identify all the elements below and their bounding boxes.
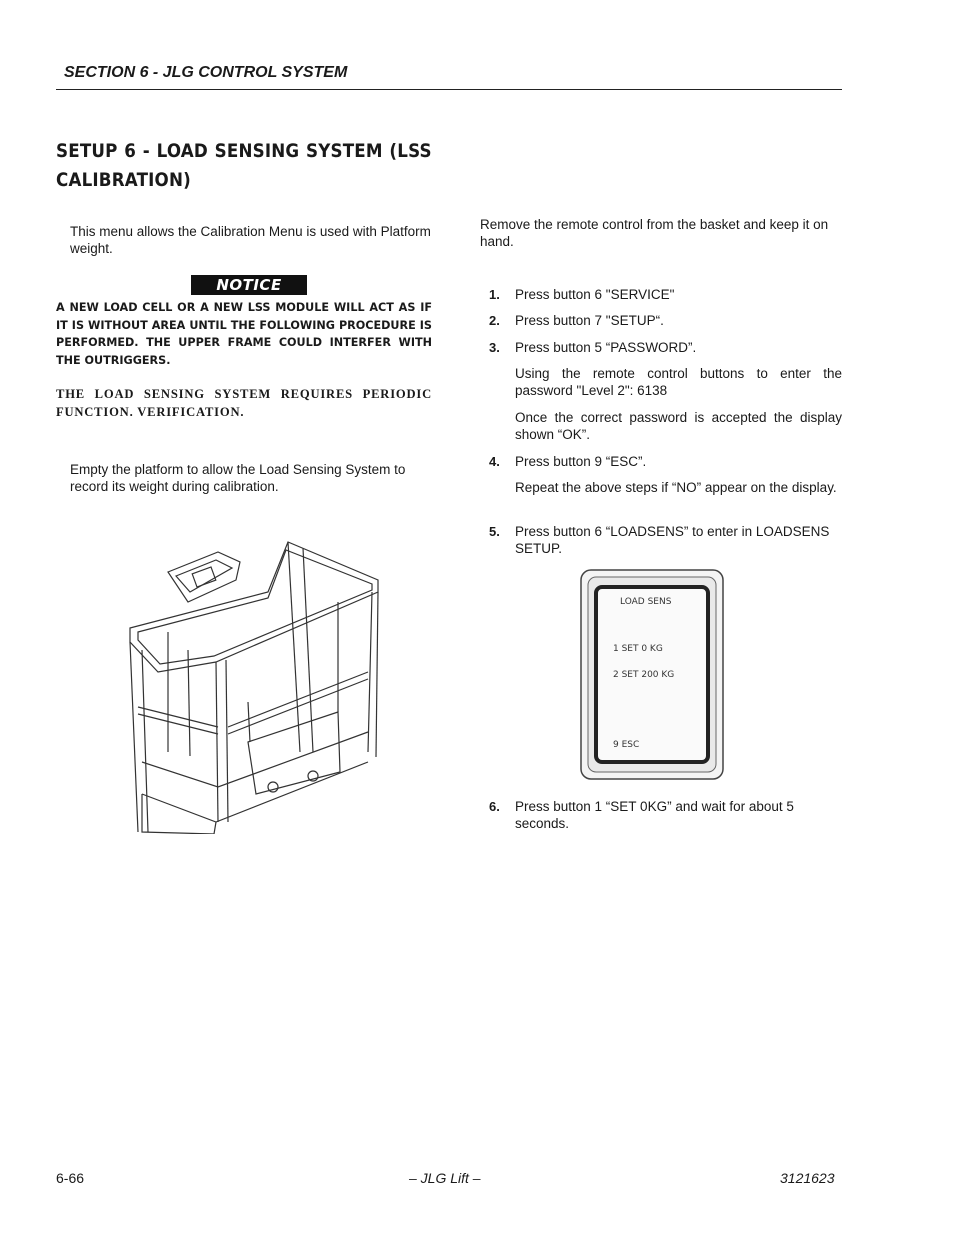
footer-page-number: 6-66 (56, 1170, 85, 1186)
step-3-text: Press button 5 “PASSWORD”. (515, 340, 697, 355)
platform-basket-illustration (128, 532, 384, 834)
step-6-number: 6. (489, 799, 500, 814)
remote-paragraph: Remove the remote control from the basket and keep it on hand. (480, 217, 829, 249)
step-6-text: Press button 1 “SET 0KG” and wait for about 5 seconds. (515, 799, 794, 831)
step-4-number: 4. (489, 454, 500, 469)
display-line-3: 9 ESC (613, 740, 640, 750)
step-2-number: 2. (489, 313, 500, 328)
step-3-password-note: Using the remote control buttons to enter the password "Level 2": 6138 (515, 366, 842, 398)
step-4-repeat-note: Repeat the above steps if “NO” appear on the display. (515, 480, 837, 495)
step-3-number: 3. (489, 340, 500, 355)
step-5-number: 5. (489, 524, 500, 539)
intro-paragraph: This menu allows the Calibration Menu is used with Platform weight. (70, 224, 431, 256)
header-rule (56, 89, 842, 90)
footer-doc-number: 3121623 (780, 1170, 835, 1186)
step-5-text: Press button 6 “LOADSENS” to enter in LOADSENS SETUP. (515, 524, 830, 556)
notice-text: A NEW LOAD CELL OR A NEW LSS MODULE WILL ACT AS IF IT IS WITHOUT AREA UNTIL THE FOLLOWING PROCEDURE IS PERFORMED. THE UPPER FRAME COULD INTERFER WITH THE OUTRIGGERS. (56, 301, 432, 367)
notice-badge: NOTICE (191, 275, 307, 295)
loadsens-display-illustration (580, 569, 724, 780)
page-title: SETUP 6 - LOAD SENSING SYSTEM (LSS CALIBRATION) (56, 140, 432, 191)
step-2-text: Press button 7 "SETUP“. (515, 313, 664, 328)
section-header: SECTION 6 - JLG CONTROL SYSTEM (64, 64, 348, 81)
footer-center: – JLG Lift – (409, 1170, 481, 1186)
step-4-text: Press button 9 “ESC”. (515, 454, 647, 469)
caution-text: THE LOAD SENSING SYSTEM REQUIRES PERIODIC FUNCTION. VERIFICATION. (56, 387, 432, 419)
display-title: LOAD SENS (620, 597, 672, 607)
step-1-text: Press button 6 "SERVICE" (515, 287, 675, 302)
display-line-2: 2 SET 200 KG (613, 670, 675, 680)
display-line-1: 1 SET 0 KG (613, 644, 663, 654)
empty-platform-paragraph: Empty the platform to allow the Load Sensing System to record its weight during calibration. (70, 462, 406, 494)
step-1-number: 1. (489, 287, 500, 302)
step-3-ok-note: Once the correct password is accepted the display shown “OK”. (515, 410, 842, 442)
